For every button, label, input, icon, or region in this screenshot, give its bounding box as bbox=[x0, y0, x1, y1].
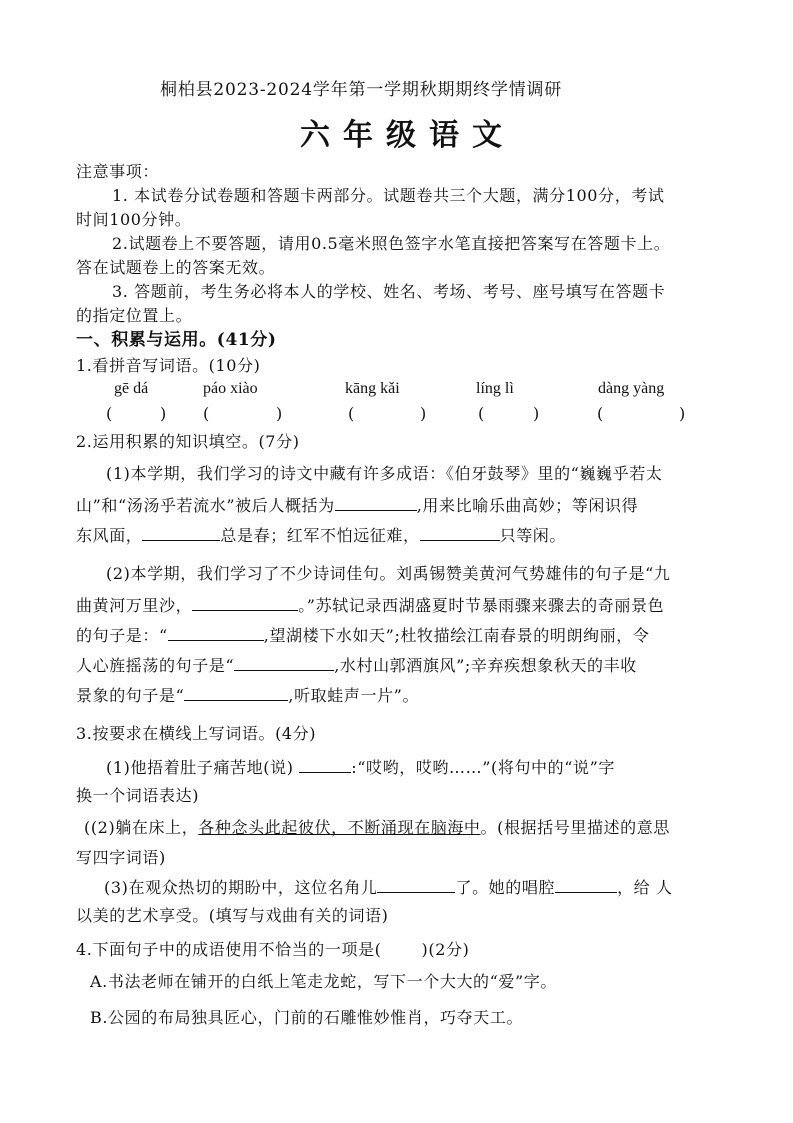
notice-line: 时间100分钟。 bbox=[76, 210, 192, 229]
question-text: 曲黄河万里沙， 。”苏轼记录西湖盛夏时节暴雨骤来骤去的奇丽景色 bbox=[76, 596, 665, 615]
notice-heading: 注意事项： bbox=[76, 162, 160, 181]
question-text: ((2)躺在床上，各种念头此起彼伏，不断涌现在脑海中。(根据括号里描述的意思 bbox=[84, 818, 670, 837]
answer-bracket-open: ( bbox=[348, 404, 355, 423]
blank-line[interactable] bbox=[234, 654, 334, 671]
answer-bracket-close: ) bbox=[420, 404, 427, 423]
notice-line: 1. 本试卷分试卷题和答题卡两部分。试题卷共三个大题，满分100分，考试 bbox=[112, 186, 665, 205]
answer-bracket-close: ) bbox=[679, 404, 686, 423]
pinyin-label: líng lì bbox=[476, 380, 514, 397]
blank-line[interactable] bbox=[420, 524, 500, 541]
question-text: (1)本学期，我们学习的诗文中藏有许多成语：《伯牙鼓琴》里的“巍巍乎若太 bbox=[106, 464, 663, 483]
answer-bracket-close: ) bbox=[160, 404, 167, 423]
answer-option: A.书法老师在铺开的白纸上笔走龙蛇，写下一个大大的“爱”字。 bbox=[90, 972, 558, 991]
question-text: 人心旌摇荡的句子是“ ,水村山郭酒旗风”;辛弃疾想象秋天的丰收 bbox=[76, 656, 637, 675]
blank-line[interactable] bbox=[335, 494, 417, 511]
question-text: (2)本学期，我们学习了不少诗词佳句。刘禹锡赞美黄河气势雄伟的句子是“九 bbox=[106, 564, 671, 583]
question-stem: 3.按要求在横线上写词语。(4分) bbox=[76, 724, 317, 743]
answer-bracket-close: ) bbox=[533, 404, 540, 423]
blank-line[interactable] bbox=[555, 876, 617, 893]
notice-line: 3. 答题前，考生务必将本人的学校、姓名、考场、考号、座号填写在答题卡 bbox=[112, 282, 666, 301]
answer-bracket-open: ( bbox=[597, 404, 604, 423]
answer-bracket-open: ( bbox=[106, 404, 113, 423]
answer-bracket-close: ) bbox=[276, 404, 283, 423]
exam-subtitle: 桐柏县2023-2024学年第一学期秋期期终学情调研 bbox=[160, 80, 563, 100]
question-stem: 2.运用积累的知识填空。(7分) bbox=[76, 432, 300, 451]
underlined-phrase: 各种念头此起彼伏，不断涌现在脑海中 bbox=[198, 818, 481, 837]
notice-line: 答在试题卷上的答案无效。 bbox=[76, 258, 276, 277]
question-text: 换一个词语表达) bbox=[76, 786, 200, 805]
pinyin-label: páo xiào bbox=[203, 380, 258, 397]
question-text: 以美的艺术享受。(填写与戏曲有关的词语) bbox=[76, 906, 389, 925]
question-stem: 4.下面句子中的成语使用不恰当的一项是( )(2分) bbox=[76, 940, 470, 959]
pinyin-label: dàng yàng bbox=[598, 380, 665, 397]
blank-line[interactable] bbox=[168, 624, 264, 641]
blank-line[interactable] bbox=[192, 594, 298, 611]
notice-line: 的指定位置上。 bbox=[76, 306, 193, 325]
question-text: 东风面， 总是春；红军不怕远征难， 只等闲。 bbox=[76, 526, 567, 545]
pinyin-label: gē dá bbox=[114, 380, 149, 397]
notice-line: 2.试题卷上不要答题，请用0.5毫米照色签字水笔直接把答案写在答题卡上。 bbox=[112, 234, 671, 253]
section-heading: 一、积累与运用。(41分) bbox=[76, 330, 277, 350]
exam-title: 六年级语文 bbox=[300, 118, 515, 153]
question-text: (1)他捂着肚子痛苦地(说) :“哎哟，哎哟……”(将句中的“说”字 bbox=[106, 758, 616, 777]
answer-bracket-open: ( bbox=[203, 404, 210, 423]
question-text: 山”和“汤汤乎若流水”被后人概括为 ,用来比喻乐曲高妙；等闲识得 bbox=[76, 496, 639, 515]
answer-option: B.公园的布局独具匠心，门前的石雕惟妙惟肖，巧夺天工。 bbox=[90, 1008, 524, 1027]
blank-line[interactable] bbox=[299, 756, 351, 773]
question-text: 的句子是：“ ,望湖楼下水如天”;杜牧描绘江南春景的明朗绚丽，令 bbox=[76, 626, 650, 645]
question-stem: 1.看拼音写词语。(10分) bbox=[76, 356, 261, 375]
blank-line[interactable] bbox=[142, 524, 220, 541]
blank-line[interactable] bbox=[377, 876, 455, 893]
question-text: 景象的句子是“ ,听取蛙声一片”。 bbox=[76, 686, 420, 705]
question-text: (3)在观众热切的期盼中，这位名角儿 了。她的唱腔 ，给 人 bbox=[104, 878, 673, 897]
answer-bracket-open: ( bbox=[478, 404, 485, 423]
question-text: 写四字词语) bbox=[76, 848, 166, 867]
blank-line[interactable] bbox=[184, 684, 288, 701]
pinyin-label: kāng kǎi bbox=[345, 380, 400, 397]
